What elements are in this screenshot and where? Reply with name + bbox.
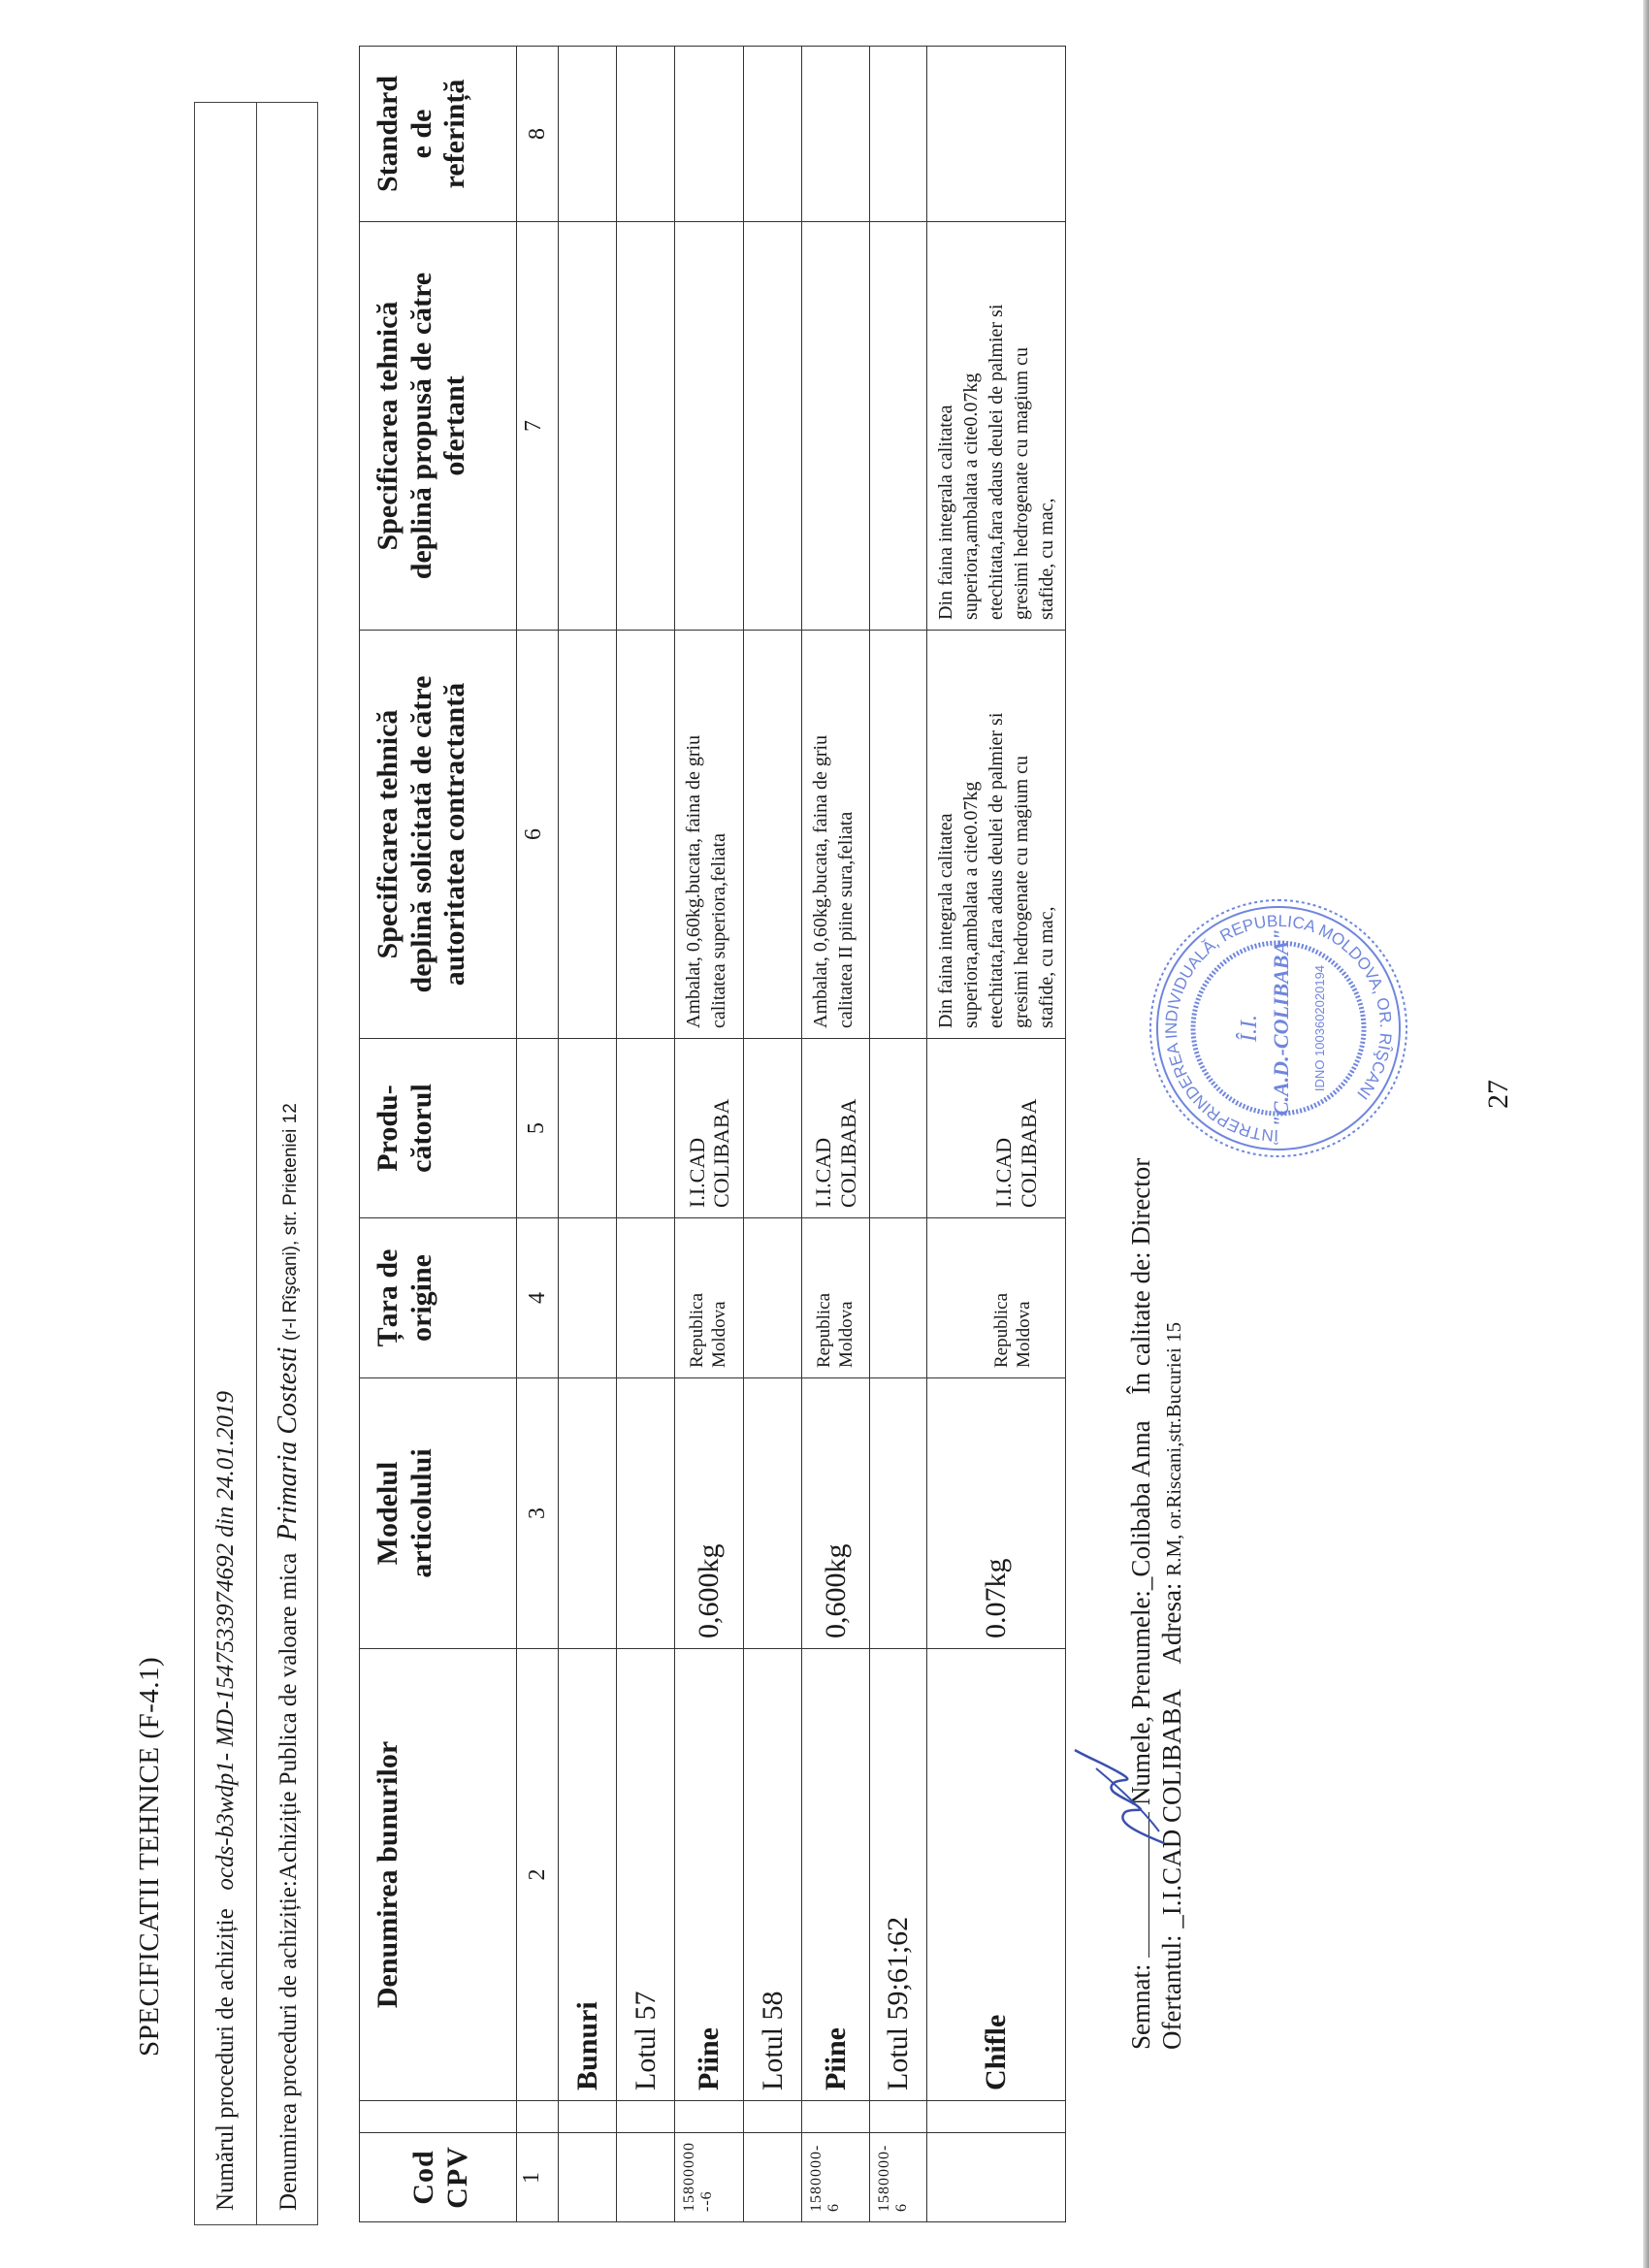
role-label: În calitate de: Director bbox=[1126, 1157, 1155, 1395]
cell-goods-name: Bunuri bbox=[559, 1649, 617, 2101]
cell-blank bbox=[927, 2101, 1066, 2133]
cell-goods-name: 2 bbox=[517, 1649, 559, 2101]
procedure-name-label: Denumirea proceduri de achiziție:Achiziție Publica de valoare mica bbox=[275, 1552, 302, 2211]
cell-manufacturer bbox=[617, 1039, 675, 1218]
cell-cpv-code bbox=[927, 2133, 1066, 2222]
cell-model: 0,600kg bbox=[802, 1378, 870, 1649]
cell-goods-name: Piine bbox=[802, 1649, 870, 2101]
cell-cpv-code: 1580000- 6 bbox=[870, 2133, 927, 2222]
technical-specifications-table bbox=[359, 46, 1066, 2222]
cell-blank bbox=[870, 2101, 927, 2133]
stamp-center-line1: Î.I. bbox=[1237, 1015, 1262, 1042]
cell-offered-spec bbox=[744, 222, 802, 631]
signature-line bbox=[1125, 1158, 1156, 2050]
cell-blank bbox=[802, 2101, 870, 2133]
cell-goods-name: Lotul 57 bbox=[617, 1649, 675, 2101]
column-number-row bbox=[517, 47, 559, 2222]
cell-requested-spec: 6 bbox=[517, 631, 559, 1039]
table-row bbox=[675, 47, 744, 2222]
cell-offered-spec bbox=[802, 222, 870, 631]
cell-manufacturer: 5 bbox=[517, 1039, 559, 1218]
cell-model: 0.07kg bbox=[927, 1378, 1066, 1649]
cell-cpv-code: 1580000- 6 bbox=[802, 2133, 870, 2222]
cell-model bbox=[870, 1378, 927, 1649]
cell-cpv-code: 15800000 --6 bbox=[675, 2133, 744, 2222]
cell-model bbox=[617, 1378, 675, 1649]
cell-requested-spec: Ambalat, 0,60kg.bucata, faina de griu calitatea II piine sura,feliata bbox=[802, 631, 870, 1039]
header-cpv-code: Cod CPV bbox=[360, 2133, 517, 2222]
cell-goods-name: Piine bbox=[675, 1649, 744, 2101]
table-row bbox=[870, 47, 927, 2222]
header-requested-spec: Specificarea tehnică deplină solicitată de către autoritatea contractantă bbox=[360, 631, 517, 1039]
cell-requested-spec bbox=[744, 631, 802, 1039]
address-label: Adresa: bbox=[1157, 1582, 1186, 1665]
cell-reference-standard: 8 bbox=[517, 47, 559, 222]
signature-block bbox=[1125, 1158, 1189, 2050]
page-number: 27 bbox=[1482, 1080, 1514, 1109]
cell-origin-country bbox=[559, 1218, 617, 1378]
bidder-line bbox=[1156, 1158, 1189, 2050]
company-stamp bbox=[1145, 894, 1412, 1162]
cell-reference-standard bbox=[870, 47, 927, 222]
cell-offered-spec bbox=[559, 222, 617, 631]
cell-manufacturer: I.I.CAD COLIBABA bbox=[675, 1039, 744, 1218]
cell-blank bbox=[559, 2101, 617, 2133]
cell-reference-standard bbox=[744, 47, 802, 222]
scan-edge bbox=[1643, 0, 1649, 2268]
procedure-name-row bbox=[256, 103, 318, 2224]
table-row bbox=[617, 47, 675, 2222]
header-origin-country: Țara de origine bbox=[360, 1218, 517, 1378]
cell-model: 0,600kg bbox=[675, 1378, 744, 1649]
cell-reference-standard bbox=[617, 47, 675, 222]
cell-offered-spec: Din faina integrala calitatea superiora,ambalata a cite0.07kg etechitata,fara adaus deulei de palmier si gresimi hedrogenate cu magium cu stafide, cu mac, bbox=[927, 222, 1066, 631]
cell-origin-country: 4 bbox=[517, 1218, 559, 1378]
cell-reference-standard bbox=[559, 47, 617, 222]
cell-requested-spec: Din faina integrala calitatea superiora,ambalata a cite0.07kg etechitata,fara adaus deulei de palmier si gresimi hedrogenate cu magium cu stafide, cu mac, bbox=[927, 631, 1066, 1039]
cell-origin-country: Republica Moldova bbox=[675, 1218, 744, 1378]
procedure-info-box bbox=[194, 102, 318, 2225]
header-model: Modelul articolului bbox=[360, 1378, 517, 1649]
cell-blank bbox=[617, 2101, 675, 2133]
cell-manufacturer bbox=[870, 1039, 927, 1218]
cell-origin-country bbox=[617, 1218, 675, 1378]
cell-goods-name: Lotul 59;61;62 bbox=[870, 1649, 927, 2101]
cell-origin-country: Republica Moldova bbox=[802, 1218, 870, 1378]
handwritten-signature bbox=[1067, 1744, 1174, 1851]
cell-manufacturer: I.I.CAD COLIBABA bbox=[927, 1039, 1066, 1218]
procedure-name-value: Primaria Costesti bbox=[273, 1346, 303, 1541]
cell-blank bbox=[675, 2101, 744, 2133]
cell-origin-country: Republica Moldova bbox=[927, 1218, 1066, 1378]
table-row bbox=[802, 47, 870, 2222]
name-label: Numele, Prenumele:_Colibaba Anna bbox=[1126, 1420, 1155, 1805]
procedure-location: (r-l Rîşcani), str. Prieteniei 12 bbox=[280, 1103, 301, 1342]
cell-origin-country bbox=[870, 1218, 927, 1378]
cell-reference-standard bbox=[927, 47, 1066, 222]
cell-cpv-code: 1 bbox=[517, 2133, 559, 2222]
cell-cpv-code bbox=[744, 2133, 802, 2222]
cell-requested-spec bbox=[559, 631, 617, 1039]
address-value: R.M, or.Riscani,str.Bucuriei 15 bbox=[1162, 1321, 1185, 1576]
stamp-outer-path: ÎNTREPRINDEREA INDIVIDUALĂ, REPUBLICA MOLDOVA, OR. RÎŞCANI bbox=[1161, 911, 1396, 1146]
header-manufacturer: Produ- cătorul bbox=[360, 1039, 517, 1218]
header-offered-spec: Specificarea tehnică deplină propusă de către ofertant bbox=[360, 222, 517, 631]
cell-model bbox=[559, 1378, 617, 1649]
procedure-number-value: ocds-b3wdp1- MD-1547533974692 din 24.01.2019 bbox=[212, 1391, 239, 1891]
document-title: SPECIFICATII TEHNICE (F-4.1) bbox=[134, 1656, 165, 2057]
cell-offered-spec bbox=[617, 222, 675, 631]
cell-cpv-code bbox=[617, 2133, 675, 2222]
cell-model: 3 bbox=[517, 1378, 559, 1649]
header-goods-name: Denumirea bunurilor bbox=[360, 1649, 517, 2101]
stamp-center-line2: "C.A.D.-COLIBABA" bbox=[1269, 928, 1293, 1128]
procedure-number-label: Numărul proceduri de achiziție bbox=[212, 1908, 239, 2211]
cell-manufacturer: I.I.CAD COLIBABA bbox=[802, 1039, 870, 1218]
cell-model bbox=[744, 1378, 802, 1649]
cell-offered-spec bbox=[870, 222, 927, 631]
cell-reference-standard bbox=[802, 47, 870, 222]
signed-label: Semnat: bbox=[1126, 1963, 1155, 2050]
table-row bbox=[559, 47, 617, 2222]
cell-manufacturer bbox=[744, 1039, 802, 1218]
bidder-label: Ofertantul: _I.I.CAD COLIBABA bbox=[1157, 1689, 1186, 2050]
header-reference-standard: Standard e de referință bbox=[360, 47, 517, 222]
table-row bbox=[744, 47, 802, 2222]
procedure-number-row bbox=[195, 103, 256, 2224]
cell-goods-name: Lotul 58 bbox=[744, 1649, 802, 2101]
cell-goods-name: Chifle bbox=[927, 1649, 1066, 2101]
cell-origin-country bbox=[744, 1218, 802, 1378]
cell-blank bbox=[744, 2101, 802, 2133]
cell-manufacturer bbox=[559, 1039, 617, 1218]
stamp-idno: IDNO 1003602020194 bbox=[1312, 964, 1327, 1092]
cell-reference-standard bbox=[675, 47, 744, 222]
cell-offered-spec: 7 bbox=[517, 222, 559, 631]
cell-requested-spec bbox=[617, 631, 675, 1039]
cell-requested-spec bbox=[870, 631, 927, 1039]
cell-requested-spec: Ambalat, 0,60kg.bucata, faina de griu calitatea superiora,feliata bbox=[675, 631, 744, 1039]
cell-blank bbox=[517, 2101, 559, 2133]
header-blank bbox=[360, 2101, 517, 2133]
cell-offered-spec bbox=[675, 222, 744, 631]
table-row bbox=[927, 47, 1066, 2222]
table-header-row bbox=[360, 47, 517, 2222]
cell-cpv-code bbox=[559, 2133, 617, 2222]
